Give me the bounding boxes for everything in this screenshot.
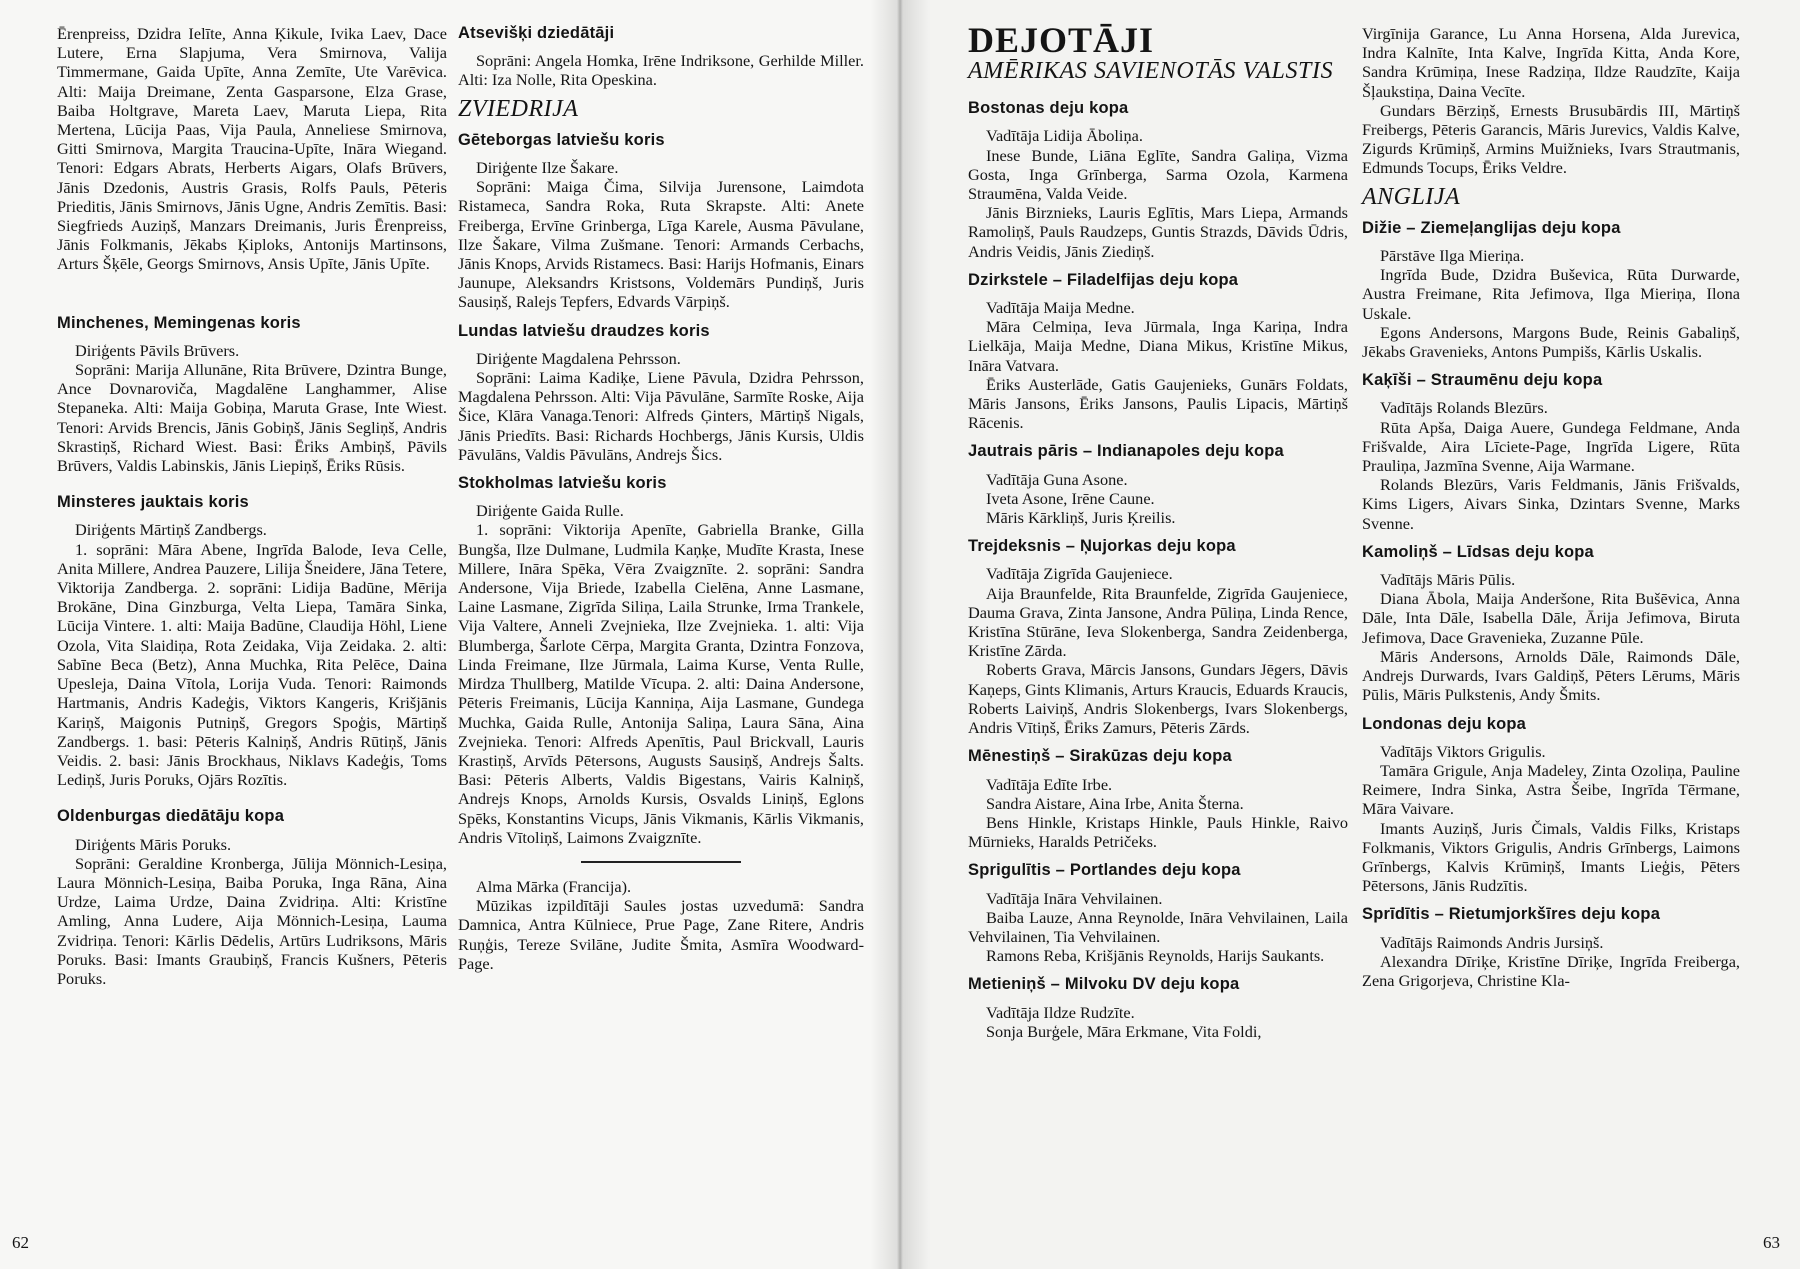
- member-list: Soprāni: Laima Kadiķe, Liene Pāvula, Dzidra Pehrsson, Magdalena Pehrsson. Alti: Vija Pāvulāne, Sarmīte Roske, Aija Šice, Klāra Vanaga.Tenori: Alfreds Ģinters, Mārtiņš Nigals, Jānis Priedīts. Basi: Richards Hochbergs, Jānis Kursis, Uldis Pāvulāns, Valdis Pāvulāns, Andrejs Šics.: [458, 368, 864, 464]
- member-list: Soprāni: Marija Allunāne, Rita Brūvere, Dzintra Bunge, Ance Dovnaroviča, Magdalēne Langhammer, Alise Stepaneka. Alti: Maija Gobiņa, Maruta Grase, Inte Wiest. Tenori: Arvids Brencis, Jānis Gobiņš, Jānis Segliņš, Andris Skrastiņš, Richard Wiest. Basi: Ēriks Ambiņš, Pāvils Brūvers, Valdis Labinskis, Jānis Liepiņš, Ēriks Rūsis.: [57, 360, 447, 476]
- dance-group-heading: Kaķīši – Straumēnu deju kopa: [1362, 371, 1603, 390]
- conductor-line: Diriģents Pāvils Brūvers.: [75, 340, 240, 360]
- continued-choir-members: [57, 24, 447, 274]
- leader-line: Vadītāja Ildze Rudzīte.: [986, 1002, 1135, 1022]
- member-list: Ēriks Austerlāde, Gatis Gaujenieks, Gunārs Foldats, Māris Jansons, Ēriks Jansons, Paulis Lipacis, Mārtiņš Rācenis.: [968, 374, 1348, 433]
- right-page-column-1: [968, 20, 1348, 1051]
- member-list: Virgīnija Garance, Lu Anna Horsena, Alda Jurevica, Indra Kalnīte, Inta Kalve, Ingrīda Kitta, Anda Kore, Sandra Krūmiņa, Inese Radziņa, Ildze Raudzīte, Kaija Šļaukstiņa, Daina Vecīte.: [1362, 24, 1740, 101]
- leader-line: Vadītāja Maija Medne.: [986, 298, 1135, 318]
- dance-group-spriditis: [1362, 905, 1740, 990]
- continued-dance-members: [1362, 24, 1740, 178]
- member-list: Diana Ābola, Maija Anderšone, Rita Bušēvica, Anna Dāle, Inta Dāle, Isabella Dāle, Ārija Jefimova, Biruta Jefimova, Dace Gravenieka, Zuzanne Pūle.: [1362, 589, 1740, 647]
- dance-group-heading: Trejdeksnis – Ņujorkas deju kopa: [968, 537, 1236, 556]
- leader-line: Pārstāve Ilga Mieriņa.: [1380, 246, 1525, 266]
- dance-group-kamolins: [1362, 543, 1740, 705]
- member-list: Māris Kārkliņš, Juris Ķreilis.: [986, 508, 1176, 528]
- dance-group-bostonas: [968, 99, 1348, 261]
- member-list: Māra Celmiņa, Ieva Jūrmala, Inga Kariņa, Indra Lielkāja, Maija Medne, Diana Mikus, Kristīne Mikus, Ināra Vatvara.: [968, 317, 1348, 375]
- choir-heading: Minchenes, Memingenas koris: [57, 313, 301, 332]
- conductor-line: Diriģente Gaida Rulle.: [476, 501, 624, 521]
- dance-group-sprigulitis: [968, 861, 1348, 965]
- continued-members-text: Ērenpreiss, Dzidra Ielīte, Anna Ķikule, Ivika Laev, Dace Lutere, Erna Slapjuma, Vera Smirnova, Valija Timmermane, Gaida Upīte, Anna Zemīte, Ute Varēvica. Alti: Maija Dreimane, Zenta Gasparsone, Elza Grase, Baiba Holtgrave, Mareta Laev, Maruta Liepa, Rita Mertena, Lūcija Paas, Vija Paula, Anneliese Smirnova, Gitti Smirnova, Margita Traucina-Upīte, Ināra Wiegand. Tenori: Edgars Abrats, Herberts Aigars, Olafs Brūvers, Jānis Dzedonis, Austris Grasis, Rolfs Pauls, Pēteris Prieditis, Jānis Smirnovs, Jānis Ugne, Andris Zemītis. Basi: Siegfrieds Auziņš, Manzars Dreimanis, Juris Ērenpreiss, Jānis Folkmanis, Jēkabs Ķiploks, Antonijs Martinsons, Arturs Šķēle, Georgs Smirnovs, Ansis Upīte, Jānis Upīte.: [57, 24, 447, 274]
- choir-heading: Lundas latviešu draudzes koris: [458, 321, 710, 340]
- dance-group-heading: Bostonas deju kopa: [968, 99, 1129, 118]
- member-list: Roberts Grava, Mārcis Jansons, Gundars Jēgers, Dāvis Kaņeps, Gints Klimanis, Arturs Kraucis, Eduards Kraucis, Roberts Laiviņš, Andris Slokenbergs, Ivars Slokenbergs, Andris Vītiņš, Ēriks Zamurs, Pēteris Zārds.: [968, 660, 1348, 738]
- dance-group-heading: Metieniņš – Milvoku DV deju kopa: [968, 975, 1240, 994]
- member-list: Imants Auziņš, Juris Čimals, Valdis Filks, Kristaps Folkmanis, Viktors Grigulis, Andris Grīnbergs, Laimons Grīnbergs, Kalvis Krūmiņš, Imants Lieģis, Pēters Pētersons, Jānis Rudzītis.: [1362, 818, 1740, 896]
- section-divider: [581, 861, 741, 863]
- member-list: Māris Andersons, Arnolds Dāle, Raimonds Dāle, Andrejs Durwards, Ivars Galdiņš, Pēters Lērums, Māris Pūlis, Māris Pulkstenis, Andy Šmits.: [1362, 646, 1740, 705]
- member-list: Ramons Reba, Krišjānis Reynolds, Harijs Saukants.: [986, 946, 1325, 966]
- leader-line: Vadītāja Lidija Āboliņa.: [986, 126, 1143, 146]
- dance-group-jautrais-paris: [968, 442, 1348, 527]
- page-number: 63: [1763, 1233, 1780, 1252]
- right-page: [900, 0, 1800, 1269]
- leader-line: Vadītājs Viktors Grigulis.: [1380, 741, 1546, 761]
- member-list: Iveta Asone, Irēne Caune.: [986, 488, 1155, 508]
- member-list: Sandra Aistare, Aina Irbe, Anita Šterna.: [986, 793, 1244, 813]
- leader-line: Vadītājs Raimonds Andris Jursiņš.: [1380, 932, 1604, 952]
- right-page-column-2: [1362, 24, 1740, 1000]
- member-list: Tamāra Grigule, Anja Madeley, Zinta Ozoliņa, Pauline Reimere, Indra Sinka, Astra Šeibe, Ingrīda Tērmane, Māra Vaivare.: [1362, 760, 1740, 819]
- member-list: Ingrīda Bude, Dzidra Buševica, Rūta Durwarde, Austra Freimane, Rita Jefimova, Ilga Mieriņa, Ilona Uskale.: [1362, 265, 1740, 323]
- leader-line: Vadītājs Māris Pūlis.: [1380, 570, 1516, 590]
- left-page-column-2: [458, 24, 864, 973]
- member-list: Aija Braunfelde, Rita Braunfelde, Zigrīda Gaujeniece, Dauma Grava, Zinta Jansone, Andra Pūliņa, Linda Rence, Kristīna Stūrāne, Ieva Slokenberga, Sandra Zeidenberga, Kristīne Zārda.: [968, 583, 1348, 661]
- country-heading-england: ANGLIJA: [1362, 183, 1461, 210]
- dance-group-menestins: [968, 747, 1348, 851]
- dance-group-londonas: [1362, 715, 1740, 896]
- choir-heading: Minsteres jauktais koris: [57, 493, 249, 512]
- member-list: Soprāni: Geraldine Kronberga, Jūlija Mönnich-Lesiņa, Laura Mönnich-Lesiņa, Baiba Poruka, Inga Rāna, Aina Urdze, Laima Urdze, Daina Zvidriņa. Alti: Kristīne Amling, Anna Ludere, Aija Mönnich-Lesiņa, Lauma Zvidriņa. Tenori: Kārlis Dēdelis, Artūrs Ludriksons, Māris Poruks. Basi: Imants Graubiņš, Francis Kušners, Pēteris Poruks.: [57, 853, 447, 988]
- dance-group-heading: Jautrais pāris – Indianapoles deju kopa: [968, 442, 1284, 461]
- dance-group-kakisi: [1362, 371, 1740, 533]
- choir-section-geteborgas: [458, 131, 864, 312]
- choir-section-minchenes: [57, 314, 447, 476]
- conductor-line: Diriģente Magdalena Pehrsson.: [476, 348, 681, 368]
- member-list: Baiba Lauze, Anna Reynolde, Ināra Vehvilainen, Laila Vehvilainen, Tia Vehvilainen.: [968, 907, 1348, 946]
- left-page-column-1: [57, 24, 447, 1006]
- dance-group-heading: Sprigulītis – Portlandes deju kopa: [968, 861, 1241, 880]
- dance-group-heading: Dzirkstele – Filadelfijas deju kopa: [968, 270, 1239, 289]
- member-list: 1. soprāni: Viktorija Apenīte, Gabriella Branke, Gilla Bungša, Ilze Dulmane, Ludmila Kaņķe, Mudīte Krasta, Inese Millere, Ināra Spēka, Vēra Zvaigznīte. 2. soprāni: Sandra Andersone, Vija Briede, Izabella Cielēna, Anne Lasmane, Laine Lasmane, Zigrīda Siliņa, Laila Strunke, Irma Trankele, Vija Valtere, Anneli Zvejnieka, Ilze Zvejnieka. 1. alti: Vija Blumberga, Šarlote Cērpa, Margita Granta, Dzintra Fonzova, Linda Freimane, Ilze Jūrmala, Laima Kurse, Venta Rulle, Mirdza Thullberg, Matilde Vīcupa. 2. alti: Daina Andersone, Pēteris Freimanis, Lūcija Kanniņa, Aija Lasmane, Gundega Muchka, Gaida Rulle, Antonija Saliņa, Laura Sāna, Aina Zvejnieka. Tenori: Alfreds Apenītis, Paul Brickvall, Lauris Krastiņš, Arvīds Pētersons, Augusts Sausiņš, Andrejs Šalts. Basi: Pēteris Alberts, Valdis Bigestans, Vairis Kalniņš, Andrejs Knops, Arnolds Kursis, Osvalds Liniņš, Eglons Spēks, Konstantins Vicups, Jānis Vikmanis, Kārlis Vikmanis, Andris Vītoliņš, Laimons Zvaigznīte.: [458, 520, 864, 847]
- leader-line: Vadītāja Edīte Irbe.: [986, 774, 1113, 794]
- member-list: Inese Bunde, Liāna Eglīte, Sandra Galiņa, Vizma Gosta, Inga Grīnberga, Sarma Ozola, Karmena Straumēna, Valda Veide.: [968, 145, 1348, 204]
- member-list: Sonja Burģele, Māra Erkmane, Vita Foldi,: [986, 1021, 1262, 1041]
- member-list: Soprāni: Angela Homka, Irēne Indriksone, Gerhilde Miller. Alti: Iza Nolle, Rita Opeskina.: [458, 51, 864, 90]
- leader-line: Vadītāja Zigrīda Gaujeniece.: [986, 564, 1173, 584]
- leader-line: Vadītāja Ināra Vehvilainen.: [986, 888, 1163, 908]
- dance-group-trejdeksnis: [968, 537, 1348, 737]
- member-list: Gundars Bērziņš, Ernests Brusubārdis III, Mārtiņš Freibergs, Pēteris Garancis, Māris Jurevics, Valdis Kalve, Zigurds Krūmiņš, Armins Muižnieks, Ivars Strautmanis, Edmunds Tocups, Ēriks Veldre.: [1362, 100, 1740, 178]
- member-list: Alexandra Dīriķe, Kristīne Dīriķe, Ingrīda Freiberga, Zena Grigorjeva, Christine Kla-: [1362, 951, 1740, 990]
- choir-section-individual-singers: [458, 24, 864, 90]
- musicians-note: Mūzikas izpildītāji Saules jostas uzvedumā: Sandra Damnica, Antra Kūlniece, Prue Page, Zane Ritere, Andris Ruņģis, Tereze Svilāne, Judite Šmita, Asmīra Woodward-Page.: [458, 896, 864, 973]
- choir-heading: Atsevišķi dziedātāji: [458, 24, 615, 42]
- member-list: Rolands Blezūrs, Varis Feldmanis, Jānis Frišvalds, Kims Ligers, Aivars Sinka, Dzintars Svenne, Marks Svenne.: [1362, 475, 1740, 533]
- conductor-line: Diriģente Ilze Šakare.: [476, 158, 619, 178]
- dance-group-dizie: [1362, 219, 1740, 361]
- country-heading-sweden: ZVIEDRIJA: [458, 95, 579, 122]
- dance-group-heading: Mēnestiņš – Sirakūzas deju kopa: [968, 747, 1232, 766]
- leader-line: Vadītājs Rolands Blezūrs.: [1380, 398, 1548, 418]
- choir-heading: Gēteborgas latviešu koris: [458, 130, 665, 149]
- choir-heading: Oldenburgas diedātāju kopa: [57, 807, 285, 826]
- dance-group-heading: Sprīdītis – Rietumjorkšīres deju kopa: [1362, 905, 1661, 924]
- member-list: Soprāni: Maiga Čima, Silvija Jurensone, Laimdota Ristameca, Sandra Roka, Ruta Skrapste. Alti: Anete Freiberga, Ervīne Grinberga, Līga Karele, Ausma Pāvulane, Ilze Šakare, Vilma Zušmane. Tenori: Armands Cerbachs, Jānis Knops, Arvids Ristamecs. Basi: Harijs Hofmanis, Einars Jaunupe, Aleksandrs Kristsons, Voldemārs Pundiņš, Juris Sausiņš, Ralejs Tepfers, Edvards Vārpiņš.: [458, 177, 864, 312]
- choir-section-oldenburgas: [57, 807, 447, 988]
- member-list: Egons Andersons, Margons Bude, Reinis Gabaliņš, Jēkabs Gravenieks, Antons Pumpišs, Kārlis Uskalis.: [1362, 322, 1740, 362]
- member-list: Jānis Birznieks, Lauris Eglītis, Mars Liepa, Armands Ramoliņš, Pauls Raudzeps, Guntis Strazds, Dāvids Ūdris, Andris Veidis, Jānis Ziediņš.: [968, 203, 1348, 261]
- choir-section-stokholmas: [458, 474, 864, 847]
- conductor-line: Diriģents Māris Poruks.: [75, 834, 232, 854]
- page-number: 62: [12, 1233, 29, 1252]
- member-list: Rūta Apša, Daiga Auere, Gundega Feldmane, Anda Frišvalde, Aira Līciete-Page, Ingrīda Ligere, Rūta Prauliņa, Jazmīna Svenne, Aija Warmane.: [1362, 417, 1740, 476]
- member-list: 1. soprāni: Māra Abene, Ingrīda Balode, Ieva Celle, Anita Millere, Andrea Pauzere, Lilija Šneidere, Jāna Tetere, Viktorija Zandberga. 2. soprāni: Lidija Badūne, Mērija Brokāne, Dina Ginzburga, Velta Liepa, Tamāra Sinka, Lūcija Vintere. 1. alti: Maija Badūne, Claudija Höhl, Liene Ozola, Vita Slaidiņa, Rota Zeidaka, Vija Zeidaka. 2. alti: Sabīne Beca (Betz), Anna Muchka, Rita Pelēce, Daina Upesleja, Daina Vītola, Lorija Vuda. Tenori: Raimonds Hartmanis, Andris Kadeģis, Viktors Kangeris, Krišjānis Kariņš, Maigonis Putniņš, Gregors Spoģis, Mārtiņš Zandbergs. 1. basi: Pēteris Kalniņš, Andris Rūtiņš, Jānis Veidis. 2. basi: Jānis Brockhaus, Niklavs Kadeģis, Toms Lediņš, Juris Poruks, Ojārs Rozītis.: [57, 539, 447, 790]
- dance-group-heading: Kamoliņš – Līdsas deju kopa: [1362, 542, 1594, 561]
- dance-group-metienins: [968, 975, 1348, 1041]
- dance-group-dzirkstele: [968, 271, 1348, 433]
- conductor-line: Diriģents Mārtiņš Zandbergs.: [75, 520, 267, 540]
- dance-group-heading: Dižie – Ziemeļanglijas deju kopa: [1362, 218, 1621, 237]
- dance-group-heading: Londonas deju kopa: [1362, 714, 1527, 733]
- leader-line: Vadītāja Guna Asone.: [986, 469, 1128, 489]
- choir-section-lundas: [458, 322, 864, 464]
- country-heading-usa: AMĒRIKAS SAVIENOTĀS VALSTIS: [968, 58, 1334, 84]
- choir-section-minsteres: [57, 493, 447, 789]
- choir-heading: Stokholmas latviešu koris: [458, 474, 667, 493]
- page-title: DEJOTĀJI: [968, 20, 1155, 60]
- soloist-note: Alma Mārka (Francija).: [476, 876, 632, 896]
- member-list: Bens Hinkle, Kristaps Hinkle, Pauls Hinkle, Raivo Mūrnieks, Haralds Petričeks.: [968, 812, 1348, 852]
